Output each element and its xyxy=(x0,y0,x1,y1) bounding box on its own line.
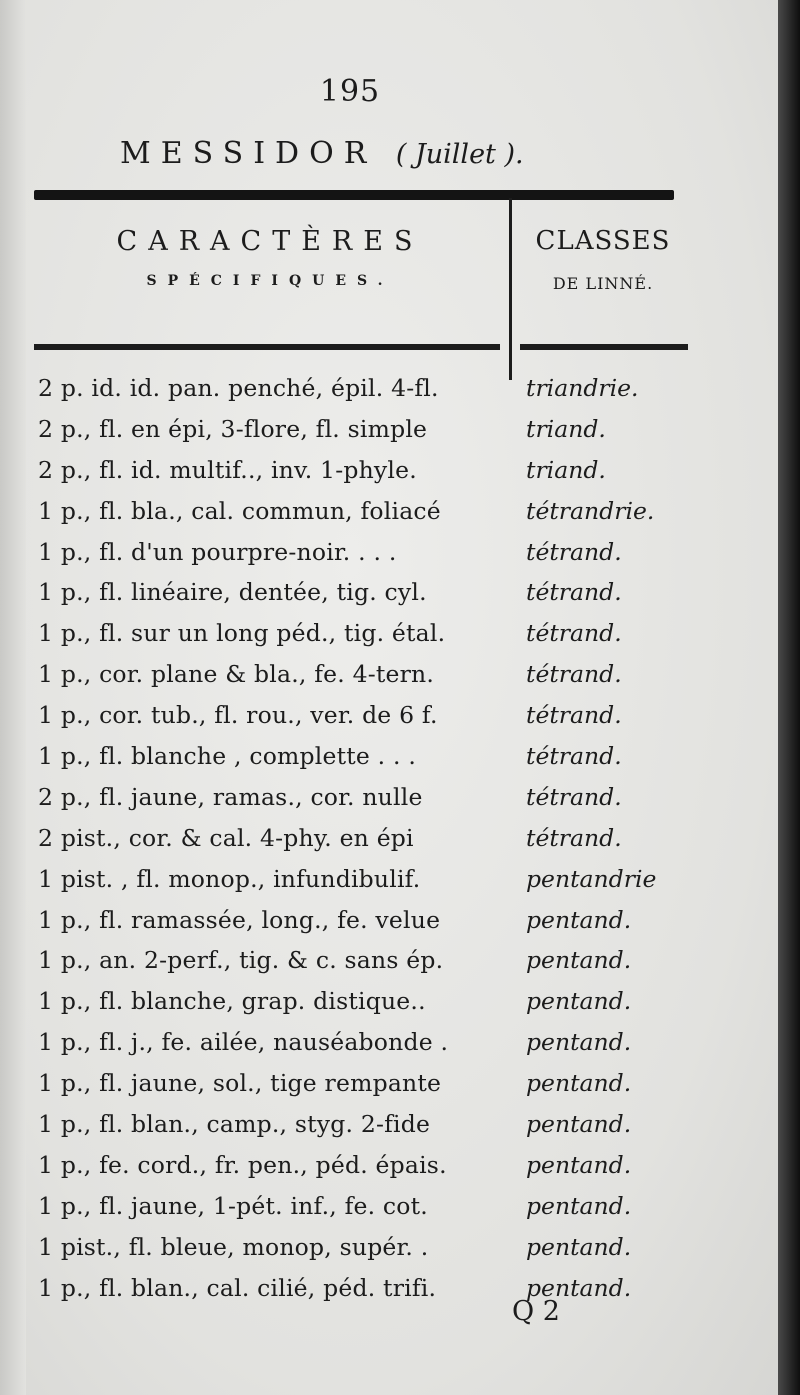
entry-characters: 1 p., an. 2-perf., tig. & c. sans ép. xyxy=(38,946,444,975)
entry-class: tétrand. xyxy=(526,537,622,566)
entry-characters: 1 p., fl. ramassée, long., fe. velue xyxy=(38,905,441,934)
running-title xyxy=(120,136,620,171)
entry-characters: 2 p., fl. en épi, 3-flore, fl. simple xyxy=(38,414,428,443)
entry-class: tétrand. xyxy=(526,701,622,730)
signature-mark: Q 2 xyxy=(512,1296,560,1327)
entry-characters: 1 p., fl. blan., camp., styg. 2-fide xyxy=(38,1110,431,1139)
entry-class: pentand. xyxy=(526,1150,632,1179)
entry-characters: 1 p., fl. sur un long péd., tig. étal. xyxy=(38,619,446,648)
entry-class: triand. xyxy=(526,414,606,443)
month-name: MESSIDOR xyxy=(120,136,377,171)
entry-characters: 1 p., fe. cord., fr. pen., péd. épais. xyxy=(38,1150,447,1179)
entry-characters: 1 p., cor. plane & bla., fe. 4-tern. xyxy=(38,660,435,689)
list-item xyxy=(0,1024,778,1065)
entry-class: tétrand. xyxy=(526,578,622,607)
list-item xyxy=(0,861,778,902)
column-header-characters xyxy=(40,226,500,289)
entry-class: tétrand. xyxy=(526,742,622,771)
entry-characters: 1 pist., fl. bleue, monop, supér. . xyxy=(38,1232,429,1261)
list-item xyxy=(0,820,778,861)
list-item xyxy=(0,656,778,697)
entry-class: pentand. xyxy=(526,1069,632,1098)
header-left-line-1: CARACTÈRES xyxy=(116,226,424,257)
entry-characters: 1 p., fl. linéaire, dentée, tig. cyl. xyxy=(38,578,427,607)
list-item xyxy=(0,411,778,452)
list-item xyxy=(0,983,778,1024)
entry-characters: 1 p., fl. d'un pourpre-noir. . . . xyxy=(38,537,397,566)
entry-characters: 1 p., fl. jaune, 1-pét. inf., fe. cot. xyxy=(38,1191,428,1220)
list-item xyxy=(0,370,778,411)
entry-class: tétrand. xyxy=(526,823,622,852)
entries-list xyxy=(0,370,778,1310)
column-divider xyxy=(509,198,512,380)
month-gloss: ( Juillet ). xyxy=(395,139,524,170)
entry-characters: 1 p., fl. blanche, grap. distique.. xyxy=(38,987,426,1016)
entry-class: triand. xyxy=(526,455,606,484)
entry-characters: 1 pist. , fl. monop., infundibulif. xyxy=(38,864,421,893)
entry-characters: 1 p., fl. blanche , complette . . . xyxy=(38,742,417,771)
list-item xyxy=(0,697,778,738)
entry-characters: 1 p., cor. tub., fl. rou., ver. de 6 f. xyxy=(38,701,438,730)
list-item xyxy=(0,738,778,779)
list-item xyxy=(0,1106,778,1147)
list-item xyxy=(0,1188,778,1229)
entry-class: pentand. xyxy=(526,1232,632,1261)
header-rule-left xyxy=(34,344,500,350)
entry-characters: 1 p., fl. j., fe. ailée, nauséabonde . xyxy=(38,1028,449,1057)
entry-class: tétrand. xyxy=(526,619,622,648)
entry-class: pentandrie xyxy=(526,864,657,893)
entry-class: pentand. xyxy=(526,1273,632,1302)
list-item xyxy=(0,615,778,656)
entry-class: triandrie. xyxy=(526,374,639,402)
list-item xyxy=(0,1229,778,1270)
entry-class: tétrand. xyxy=(526,782,622,811)
header-rule-right xyxy=(520,344,688,350)
list-item xyxy=(0,902,778,943)
entry-class: pentand. xyxy=(526,987,632,1016)
list-item xyxy=(0,452,778,493)
entry-class: pentand. xyxy=(526,946,632,975)
entry-characters: 2 p., fl. id. multif.., inv. 1-phyle. xyxy=(38,455,417,484)
entry-characters: 1 p., fl. blan., cal. cilié, péd. trifi. xyxy=(38,1273,437,1302)
entry-class: pentand. xyxy=(526,905,632,934)
entry-characters: 2 p. id. id. pan. penché, épil. 4-fl. xyxy=(38,374,439,402)
entry-characters: 1 p., fl. jaune, sol., tige rempante xyxy=(38,1069,442,1098)
list-item xyxy=(0,534,778,575)
entry-characters: 1 p., fl. bla., cal. commun, foliacé xyxy=(38,496,441,525)
page-number: 195 xyxy=(319,74,381,109)
list-item xyxy=(0,493,778,534)
list-item xyxy=(0,942,778,983)
entry-class: pentand. xyxy=(526,1028,632,1057)
list-item xyxy=(0,1147,778,1188)
entry-characters: 2 pist., cor. & cal. 4-phy. en épi xyxy=(38,823,414,852)
list-item xyxy=(0,574,778,615)
entry-class: pentand. xyxy=(526,1110,632,1139)
entry-class: pentand. xyxy=(526,1191,632,1220)
list-item xyxy=(0,1065,778,1106)
list-item xyxy=(0,1270,778,1311)
entry-class: tétrand. xyxy=(526,660,622,689)
entry-class: tétrandrie. xyxy=(526,496,655,525)
column-header-classes xyxy=(518,226,688,293)
top-rule xyxy=(34,190,674,200)
header-right-line-1: CLASSES xyxy=(535,226,671,256)
entry-characters: 2 p., fl. jaune, ramas., cor. nulle xyxy=(38,782,423,811)
list-item xyxy=(0,779,778,820)
header-right-line-2: DE LINNÉ. xyxy=(552,274,654,293)
header-left-line-2: SPÉCIFIQUES. xyxy=(146,273,394,289)
page-edge-shadow xyxy=(778,0,800,1395)
